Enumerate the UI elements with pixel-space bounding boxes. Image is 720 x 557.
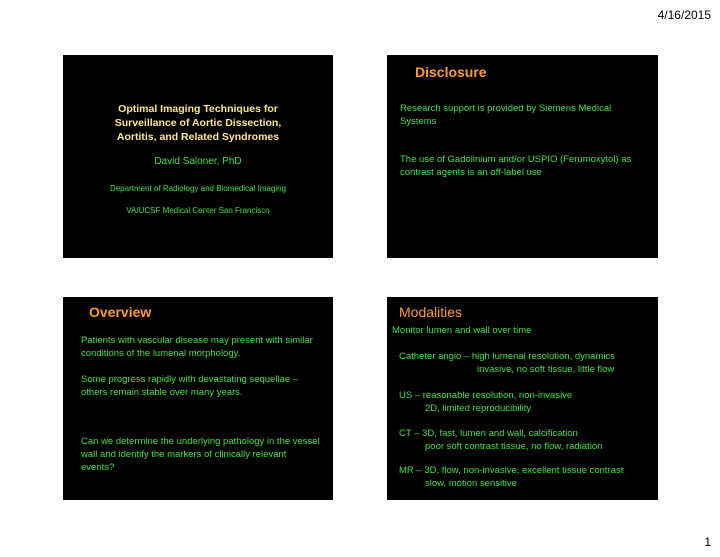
- author-name: David Saloner, PhD: [154, 156, 242, 167]
- department: Department of Radiology and Biomedical Imaging: [109, 184, 287, 193]
- slide-overview: [63, 297, 333, 500]
- modality-head: US – reasonable resolution, non-invasive: [399, 390, 573, 401]
- slide-disclosure: [387, 55, 658, 258]
- disclosure-text: The use of Gadolinium and/or USPIO (Ferumoxytol) as contrast agents is an off-label use: [400, 154, 632, 178]
- title-line: Surveillance of Aortic Dissection,: [114, 117, 282, 129]
- slide-title: [63, 55, 333, 258]
- modality-head: CT – 3D, fast, lumen and wall, calcification: [399, 428, 578, 439]
- title-line: Aortitis, and Related Syndromes: [116, 131, 280, 143]
- medical-center: VA/UCSF Medical Center San Francisco: [126, 206, 270, 215]
- modality-detail: invasive, no soft tissue, little flow: [477, 364, 615, 375]
- modality-item: [399, 389, 655, 415]
- slide-modalities: [387, 297, 658, 500]
- page-number: 1: [704, 535, 711, 549]
- modality-detail: slow, motion sensitive: [425, 478, 517, 489]
- disclosure-title: Disclosure: [415, 64, 487, 80]
- modality-head: Catheter angio – high lumenal resolution, dynamics: [399, 351, 615, 362]
- modality-item: [399, 350, 655, 376]
- disclosure-text: Research support is provided by Siemens Medical Systems: [400, 103, 612, 127]
- overview-title: Overview: [89, 304, 152, 320]
- page-date: 4/16/2015: [657, 8, 711, 22]
- modality-item: [399, 464, 655, 490]
- modalities-title: Modalities: [399, 304, 463, 320]
- modality-head: MR – 3D, flow, non-invasive, excellent tissue contrast: [399, 465, 624, 476]
- modality-item: [399, 427, 655, 453]
- slide-title-heading: [63, 102, 333, 144]
- overview-paragraph: Can we determine the underlying pathology in the vessel wall and identify the markers of clinically relevant events?: [81, 436, 320, 473]
- title-line: Optimal Imaging Techniques for: [118, 103, 278, 115]
- modalities-intro: Monitor lumen and wall over time: [392, 325, 532, 336]
- overview-paragraph: Some progress rapidly with devastating sequellae – others remain stable over many years.: [81, 374, 299, 398]
- modality-detail: poor soft contrast tissue, no flow, radiation: [425, 441, 603, 452]
- modality-detail: 2D, limited reproducibility: [425, 403, 532, 414]
- overview-paragraph: Patients with vascular disease may present with similar conditions of the lumenal morphology.: [81, 335, 313, 359]
